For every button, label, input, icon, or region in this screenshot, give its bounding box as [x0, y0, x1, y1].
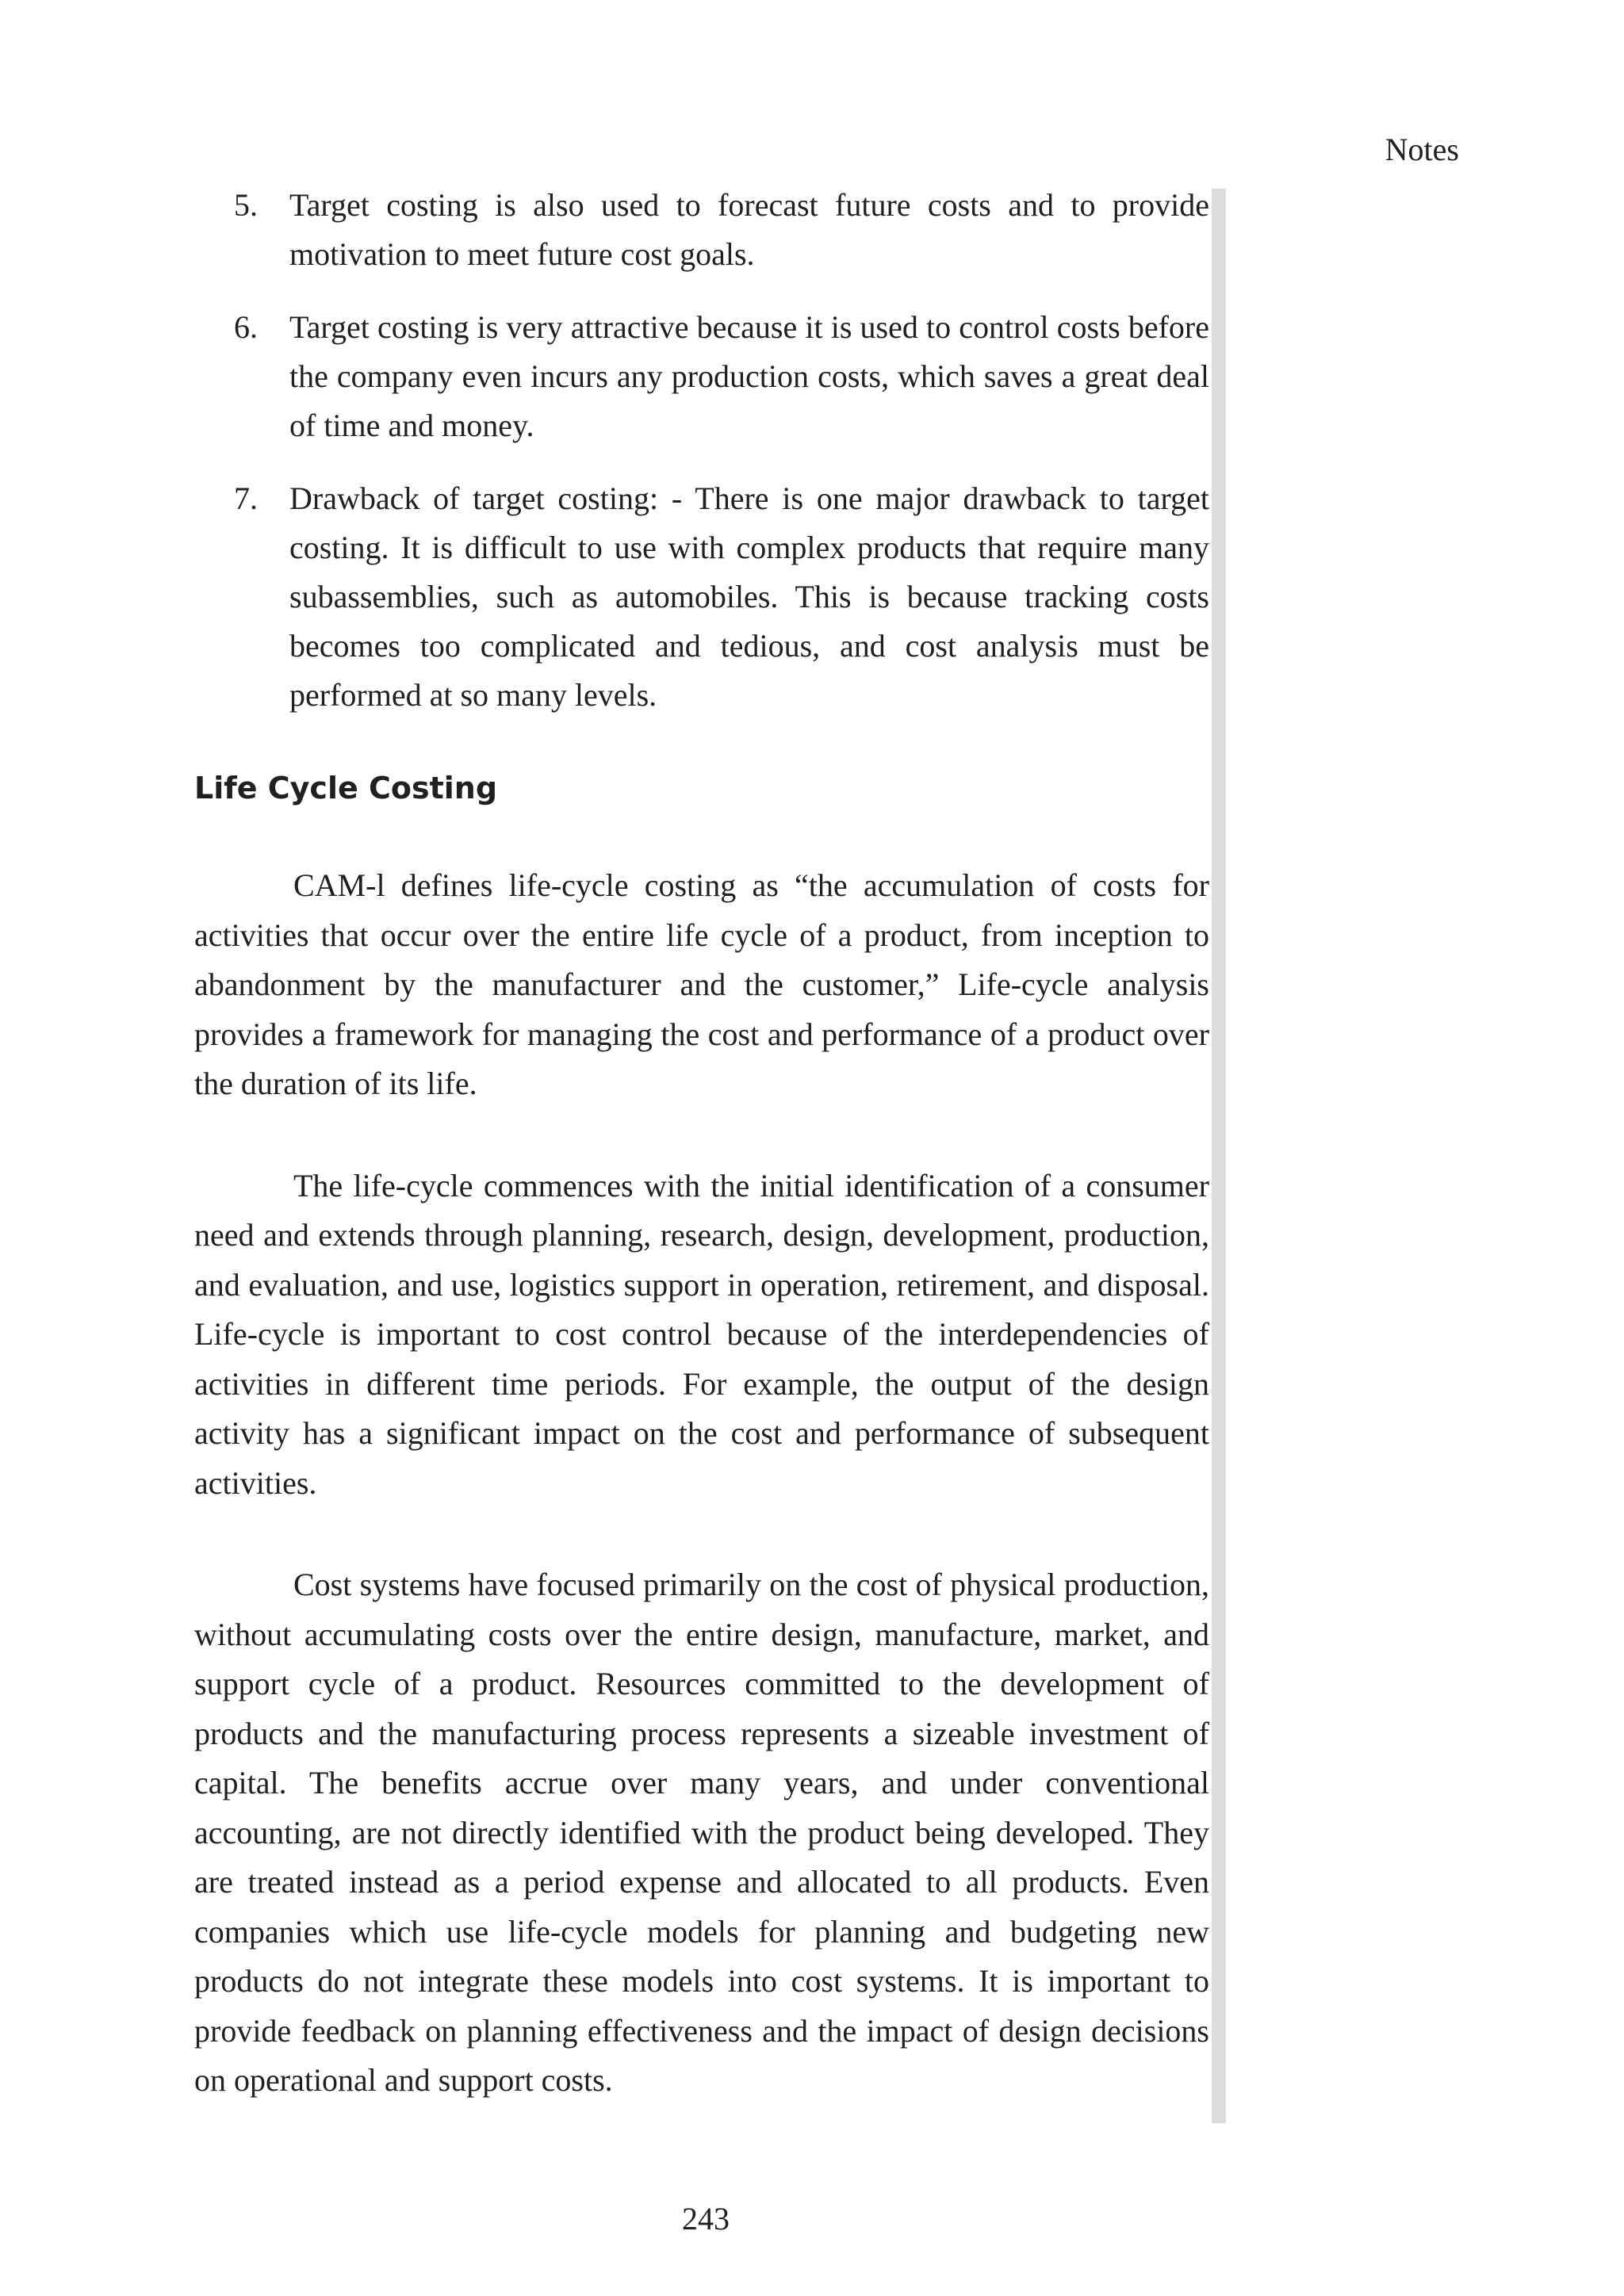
page-content: [194, 181, 1209, 2106]
notes-label: Notes: [1385, 132, 1459, 167]
list-item: [194, 474, 1209, 720]
body-paragraph: The life-cycle commences with the initial identification of a consumer need and extends through planning, research, design, development, production, and evaluation, and use, logistics support in operation, retirement, and disposal. Life-cycle is important to cost control because of the interdependencies of activities in different time periods. For example, the output of the design activity has a significant impact on the cost and performance of subsequent activities.: [194, 1167, 1209, 1501]
section-heading: Life Cycle Costing: [194, 771, 498, 806]
list-item: [194, 303, 1209, 450]
body-paragraph: Cost systems have focused primarily on the cost of physical production, without accumulating costs over the entire design, manufacture, market, and support cycle of a product. Resources committed to the development of products and the manufacturing process represents a sizeable investment of capital. The benefits accrue over many years, and under conventional accounting, are not directly identified with the product being developed. They are treated instead as a period expense and allocated to all products. Even companies which use life-cycle models for planning and budgeting new products do not integrate these models into cost systems. It is important to provide feedback on planning effectiveness and the impact of design decisions on operational and support costs.: [194, 1567, 1209, 2098]
list-item-text: Drawback of target costing: - There is one major drawback to target costing. It is difficult to use with complex products that require many subassemblies, such as automobiles. This is because tracking costs becomes too complicated and tedious, and cost analysis must be performed at so many levels.: [289, 480, 1209, 713]
list-item-number: 6.: [234, 309, 258, 345]
body-paragraph: CAM-l defines life-cycle costing as “the accumulation of costs for activities that occur over the entire life cycle of a product, from inception to abandonment by the manufacturer and the customer,” Life-cycle analysis provides a framework for managing the cost and performance of a product over the duration of its life.: [194, 867, 1209, 1101]
list-item-number: 5.: [234, 187, 258, 223]
list-item-number: 7.: [234, 480, 258, 516]
list-item-text: Target costing is also used to forecast future costs and to provide motivation to meet future cost goals.: [289, 187, 1209, 272]
margin-bar: [1212, 189, 1226, 2123]
numbered-list: [194, 181, 1209, 720]
list-item-text: Target costing is very attractive because it is used to control costs before the company even incurs any production costs, which saves a great deal of time and money.: [289, 309, 1209, 443]
page-number: 243: [682, 2201, 730, 2237]
list-item: [194, 181, 1209, 279]
